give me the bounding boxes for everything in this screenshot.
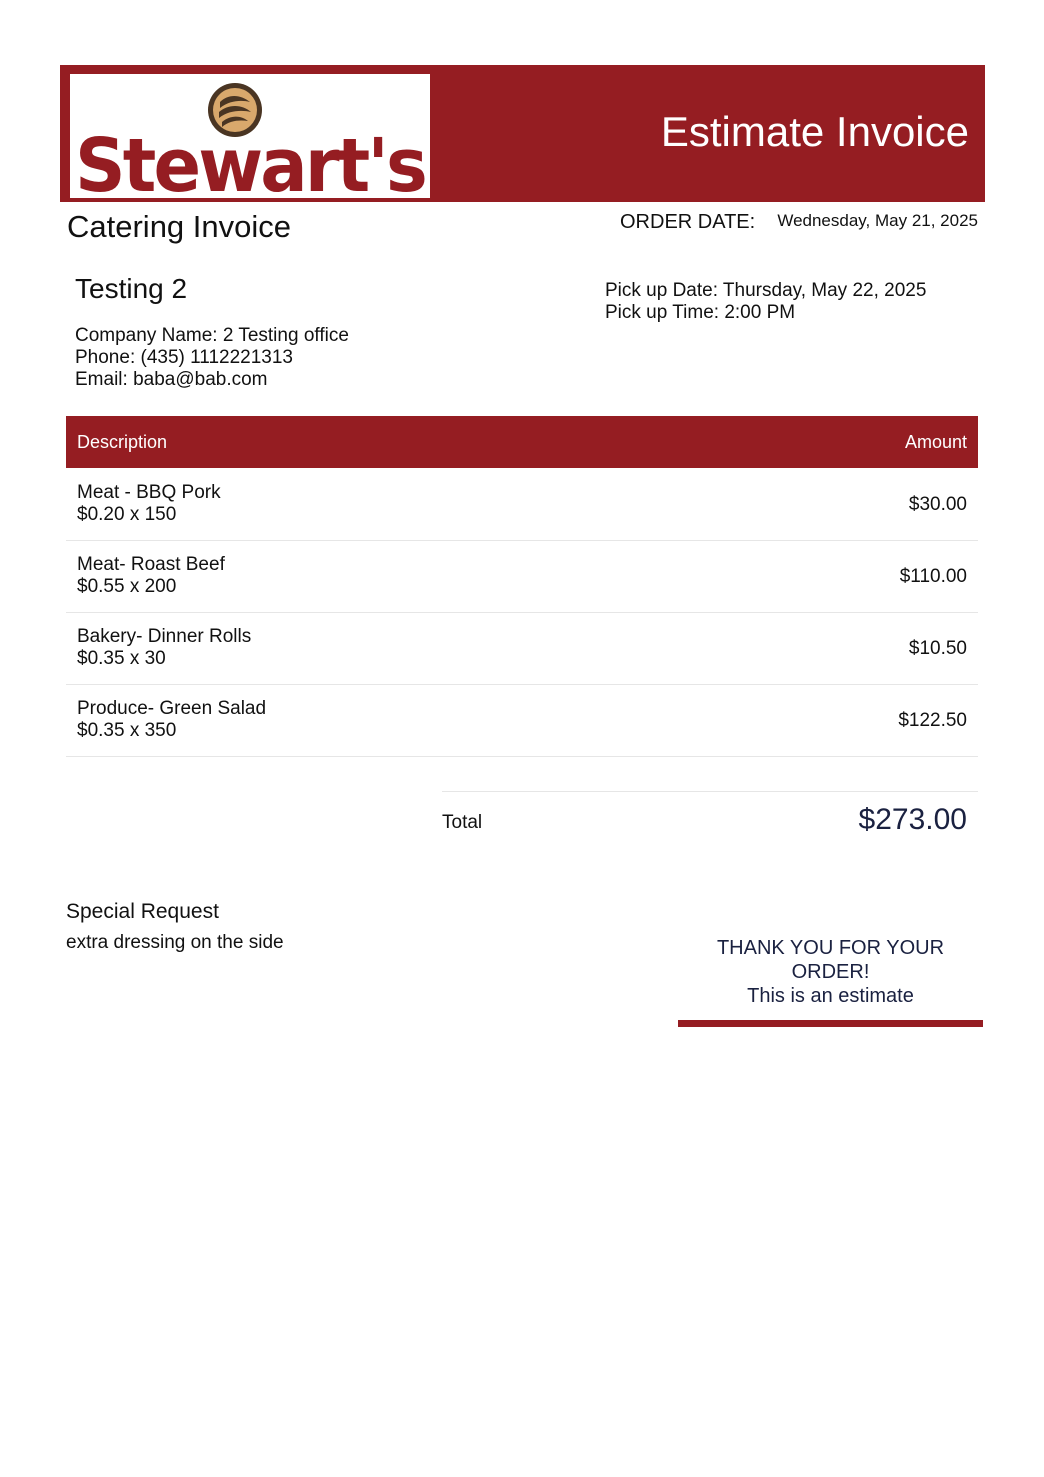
customer-email: Email: baba@bab.com bbox=[75, 369, 268, 390]
table-header bbox=[66, 416, 978, 468]
stewarts-logo-graphic bbox=[70, 74, 430, 198]
table-row bbox=[66, 613, 978, 685]
column-header-description: Description bbox=[77, 432, 168, 452]
total-value: $273.00 bbox=[858, 803, 967, 836]
thank-you-message bbox=[678, 936, 983, 1008]
pickup-date: Pick up Date: Thursday, May 22, 2025 bbox=[605, 280, 927, 301]
invoice-kind-title: Estimate Invoice bbox=[660, 108, 969, 155]
customer-phone: Phone: (435) 1112221313 bbox=[75, 347, 293, 368]
item-unit-price-quantity: $0.55 x 200 bbox=[77, 576, 177, 597]
page-title: Catering Invoice bbox=[67, 209, 292, 244]
table-row bbox=[66, 469, 978, 541]
customer-name: Testing 2 bbox=[75, 273, 188, 304]
item-name: Meat - BBQ Pork bbox=[77, 482, 221, 503]
item-unit-price-quantity: $0.20 x 150 bbox=[77, 504, 177, 525]
item-amount: $122.50 bbox=[898, 710, 967, 731]
thank-you-line: ORDER! bbox=[791, 961, 870, 983]
item-unit-price-quantity: $0.35 x 350 bbox=[77, 720, 177, 741]
order-date-label: ORDER DATE: bbox=[620, 211, 756, 233]
total-label: Total bbox=[442, 812, 483, 833]
customer-company: Company Name: 2 Testing office bbox=[75, 325, 349, 346]
svg-text:Stewart's: Stewart's bbox=[75, 123, 425, 198]
thank-you-line: THANK YOU FOR YOUR bbox=[716, 937, 945, 959]
total-divider bbox=[442, 791, 978, 792]
table-row bbox=[66, 685, 978, 757]
estimate-note: This is an estimate bbox=[747, 985, 914, 1007]
stewarts-logo bbox=[70, 74, 430, 198]
order-date-value: Wednesday, May 21, 2025 bbox=[777, 211, 978, 230]
special-request-title: Special Request bbox=[66, 900, 219, 923]
footer-accent-bar bbox=[678, 1020, 983, 1027]
item-name: Bakery- Dinner Rolls bbox=[77, 626, 252, 647]
item-amount: $10.50 bbox=[908, 638, 967, 659]
special-request-text: extra dressing on the side bbox=[66, 932, 284, 953]
column-header-amount: Amount bbox=[904, 432, 967, 452]
item-amount: $30.00 bbox=[908, 494, 967, 515]
item-unit-price-quantity: $0.35 x 30 bbox=[77, 648, 166, 669]
item-name: Produce- Green Salad bbox=[77, 698, 267, 719]
item-amount: $110.00 bbox=[899, 566, 967, 587]
table-row bbox=[66, 541, 978, 613]
item-name: Meat- Roast Beef bbox=[77, 554, 225, 575]
pickup-time: Pick up Time: 2:00 PM bbox=[605, 302, 796, 323]
